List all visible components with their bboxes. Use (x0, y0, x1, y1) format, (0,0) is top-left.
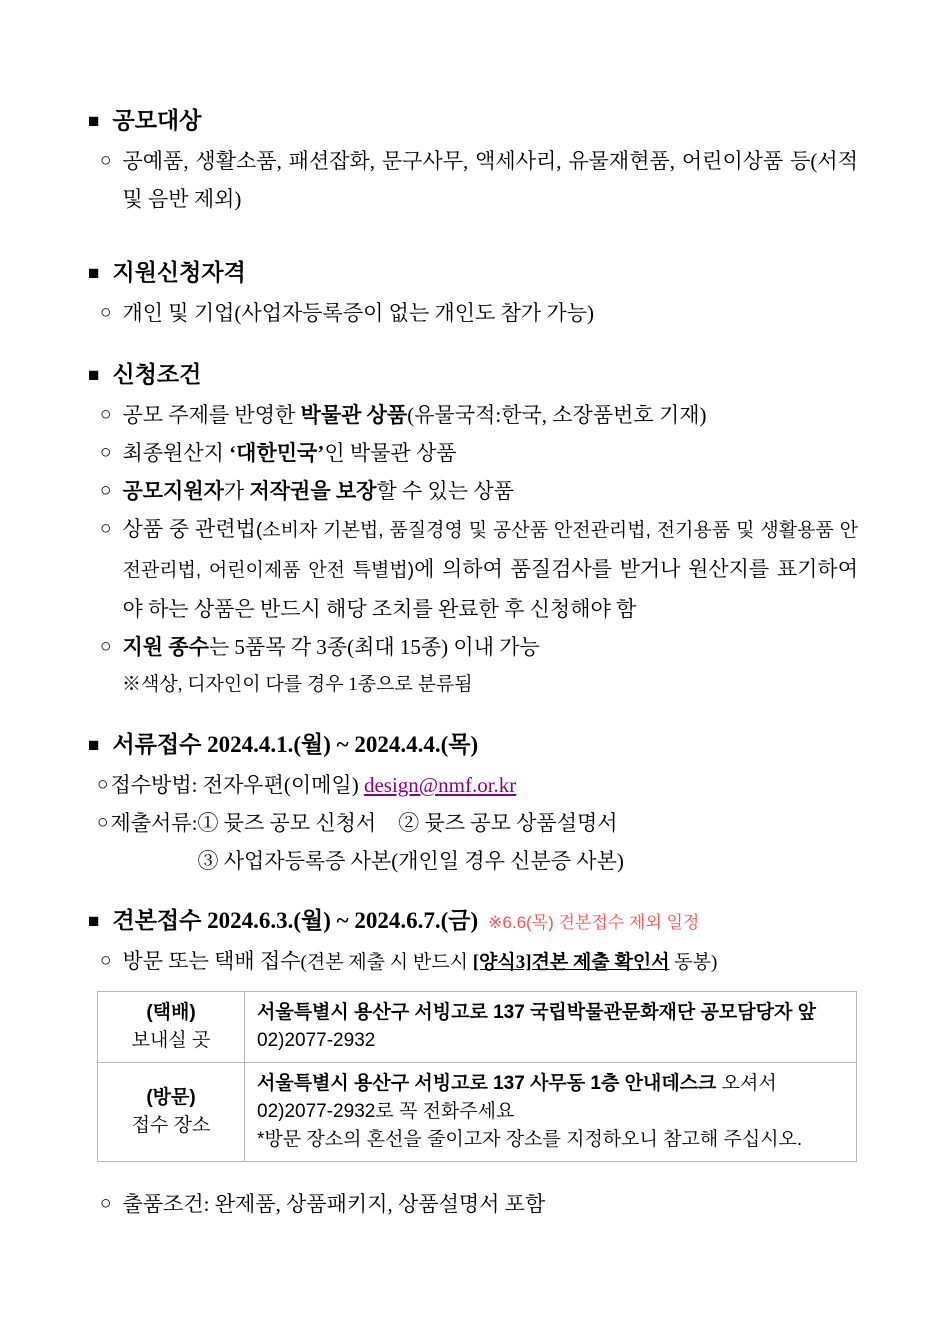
text-run-bold: 공모지원자 (122, 479, 224, 503)
square-bullet-icon: ■ (88, 111, 100, 132)
footnote-text: ※색상, 디자인이 다를 경우 1종으로 분류됨 (122, 674, 473, 695)
section-documents (88, 726, 858, 880)
section-conditions (88, 356, 858, 704)
list-item-text (122, 396, 858, 434)
row-label-parcel (98, 992, 245, 1063)
square-bullet-icon: ■ (88, 735, 100, 756)
text-run-bold: 저작권을 보장 (249, 479, 377, 503)
circle-bullet-icon: ○ (100, 302, 112, 323)
circle-bullet-icon: ○ (100, 480, 112, 501)
section-title: 견본접수 2024.6.3.(월) ~ 2024.6.7.(금) (112, 908, 479, 933)
list-item-text (122, 942, 858, 982)
text-run: 공모 주제를 반영한 (122, 403, 301, 427)
doc-item-2: ② 뮷즈 공모 상품설명서 (398, 811, 618, 835)
list-item (88, 294, 858, 332)
list-item-text: 개인 및 기업(사업자등록증이 없는 개인도 참가 가능) (122, 301, 594, 325)
list-item-method (88, 766, 858, 804)
list-item-exhibit-condition (88, 1185, 858, 1223)
list-item-text (110, 766, 858, 804)
row-label-top: (방문) (146, 1087, 196, 1108)
list-item-text (122, 472, 858, 510)
circle-bullet-icon: ○ (97, 774, 109, 795)
text-run: 에 의하여 품질검사를 받거나 원산지를 표기하여야 하는 상품은 반드시 해당 조치를 완료한 후 신청해야 함 (122, 557, 858, 621)
list-item-text: 출품조건: 완제품, 상품패키지, 상품설명서 포함 (122, 1192, 546, 1216)
section-title: 신청조건 (112, 362, 202, 387)
section-sample (88, 902, 858, 1223)
list-item-text (122, 510, 858, 628)
parcel-address: 서울특별시 용산구 서빙고로 137 국립박물관문화재단 공모담당자 앞 (257, 1002, 816, 1023)
text-run: (유물국적:한국, 소장품번호 기재) (407, 403, 707, 427)
parcel-phone: 02)2077-2932 (257, 1030, 376, 1051)
doc-item-1: ① 뮷즈 공모 신청서 (197, 811, 377, 835)
square-bullet-icon: ■ (88, 263, 100, 284)
email-link[interactable]: design@nmf.or.kr (363, 773, 517, 797)
text-run: 상품 중 관련법 (122, 517, 256, 541)
text-run: 는 5품목 각 3종(최대 15종) 이내 가능 (208, 635, 540, 659)
list-item (88, 628, 858, 666)
section-heading-eligibility (88, 254, 858, 294)
visit-address: 서울특별시 용산구 서빙고로 137 사무동 1층 안내데스크 (257, 1073, 717, 1094)
row-label-visit (98, 1063, 245, 1162)
red-exclusion-note: ※6.6(목) 견본접수 제외 일정 (488, 913, 700, 932)
visit-address-tail: 오셔서 (716, 1073, 777, 1094)
section-heading-sample (88, 902, 858, 942)
row-value-visit (245, 1063, 857, 1162)
method-label: 접수방법: 전자우편(이메일) (110, 773, 364, 797)
section-title: 공모대상 (112, 108, 202, 133)
text-run: 할 수 있는 상품 (376, 479, 514, 503)
delivery-info-table (97, 991, 857, 1162)
form3-underline-text: [양식3]견본 제출 확인서 (472, 952, 670, 973)
visit-phone: 02)2077-2932로 꼭 전화주세요 (257, 1101, 515, 1122)
doc-item-3: ③ 사업자등록증 사본(개인일 경우 신분증 사본) (197, 849, 624, 873)
row-value-parcel (245, 992, 857, 1063)
section-heading-conditions (88, 356, 858, 396)
row-label-bottom: 접수 장소 (131, 1115, 211, 1136)
list-item-receipt (88, 942, 858, 982)
circle-bullet-icon: ○ (100, 442, 112, 463)
table-row-visit (98, 1063, 857, 1162)
section-title: 서류접수 2024.4.1.(월) ~ 2024.4.4.(목) (112, 732, 479, 757)
section-eligibility (88, 254, 858, 332)
list-item-text (122, 434, 858, 472)
list-item (88, 396, 858, 434)
docs-line-2 (197, 842, 858, 880)
text-run: 가 (223, 479, 250, 503)
list-item (88, 510, 858, 628)
list-item (88, 434, 858, 472)
circle-bullet-icon: ○ (100, 950, 112, 971)
circle-bullet-icon: ○ (97, 812, 109, 833)
text-run: 최종원산지 (122, 441, 230, 465)
list-item-text (122, 628, 858, 666)
text-run-paren: (견본 제출 시 반드시 (300, 952, 473, 973)
list-item-text: 공예품, 생활소품, 패션잡화, 문구사무, 액세사리, 유물재현품, 어린이상품 등(서적 및 음반 제외) (122, 149, 858, 211)
visit-note: *방문 장소의 혼선을 줄이고자 장소를 지정하오니 참고해 주십시오. (257, 1129, 803, 1150)
docs-line-1 (197, 804, 858, 842)
list-item (88, 142, 858, 218)
text-run: 인 박물관 상품 (324, 441, 457, 465)
list-item-docs (88, 804, 858, 880)
square-bullet-icon: ■ (88, 365, 100, 386)
circle-bullet-icon: ○ (100, 636, 112, 657)
text-run-bold: 박물관 상품 (300, 403, 408, 427)
docs-list (197, 804, 858, 880)
text-run-paren: 동봉) (669, 952, 718, 973)
text-run-bold: ‘대한민국’ (229, 441, 325, 465)
row-label-bottom: 보내실 곳 (131, 1030, 211, 1051)
circle-bullet-icon: ○ (100, 1193, 112, 1214)
square-bullet-icon: ■ (88, 911, 100, 932)
circle-bullet-icon: ○ (100, 404, 112, 425)
table-row-parcel (98, 992, 857, 1063)
text-run: 방문 또는 택배 접수 (122, 949, 301, 973)
row-label-top: (택배) (146, 1002, 196, 1023)
circle-bullet-icon: ○ (100, 518, 112, 539)
text-run-paren: (소비자 기본법, 품질경영 및 공산품 안전관리법, 전기용품 및 생활용품 안전관리법, 어린이제품 안전 특별법) (122, 520, 858, 581)
section-heading-documents (88, 726, 858, 766)
docs-label: 제출서류: (110, 811, 198, 835)
section-title: 지원신청자격 (112, 260, 246, 285)
text-run-bold: 지원 종수 (122, 635, 209, 659)
list-item (88, 472, 858, 510)
section-target (88, 102, 858, 218)
circle-bullet-icon: ○ (100, 150, 112, 171)
parcel-address-line (257, 999, 844, 1027)
visit-address-line (257, 1070, 844, 1098)
section-heading-target (88, 102, 858, 142)
